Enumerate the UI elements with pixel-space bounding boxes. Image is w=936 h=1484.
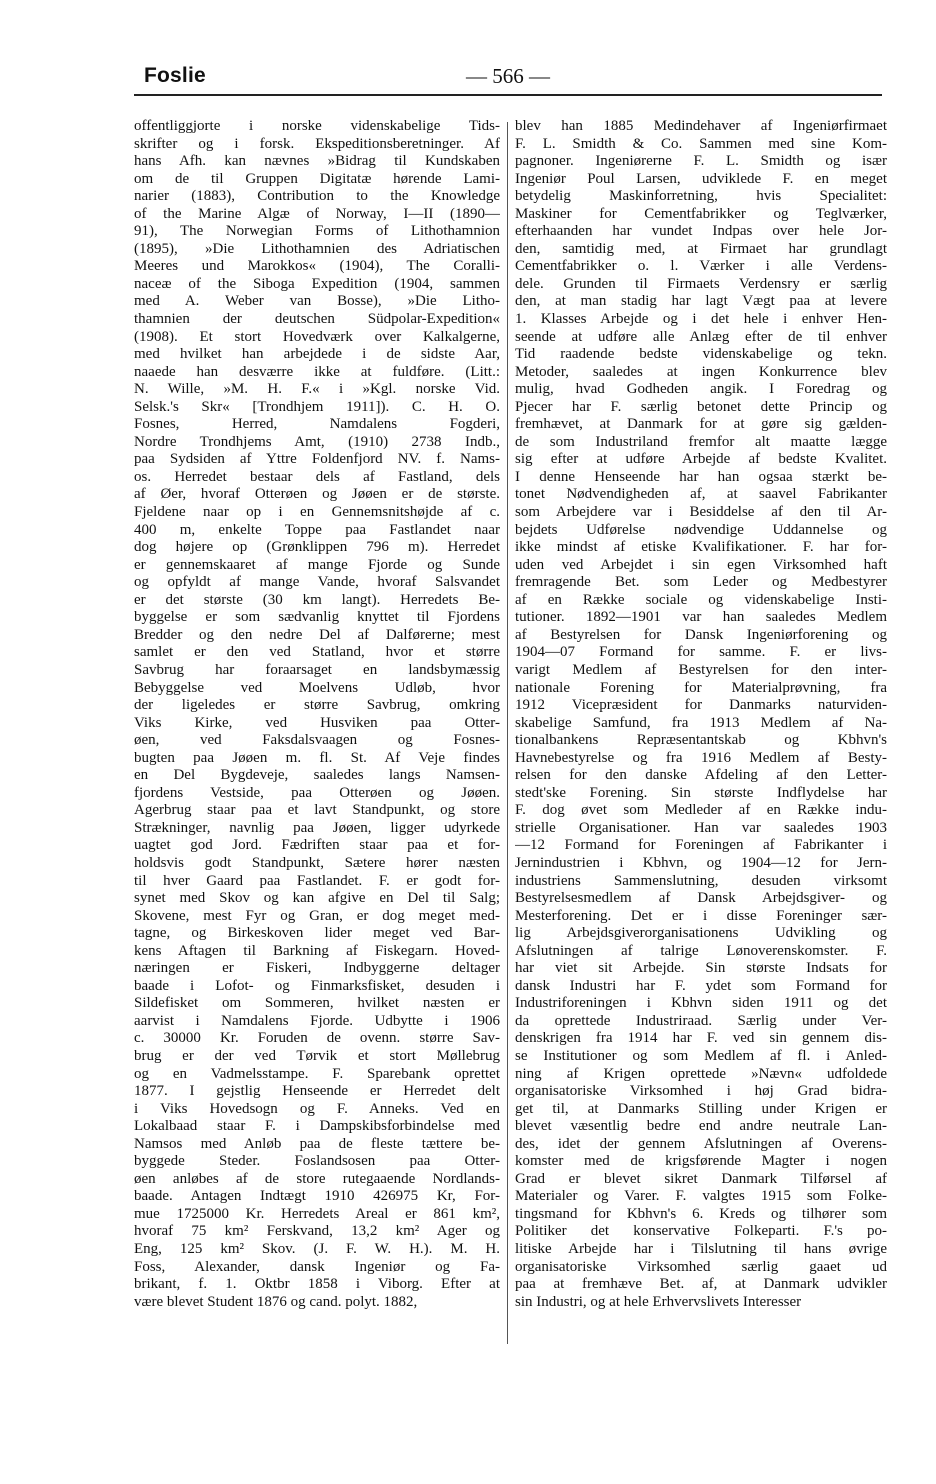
- text-line: baade i Lofot- og Finmarksfisket, desuden i: [134, 977, 500, 994]
- text-line: Industriforeningen i Kbhvn siden 1911 og det: [515, 995, 887, 1012]
- text-line: Savbrug har foraarsaget en landsbymæssig: [134, 661, 500, 678]
- text-line: 1904—07 Formand for samme. F. er livs-: [515, 644, 887, 661]
- text-line: Strækninger, navnlig paa Jøøen, ligger udyrkede: [134, 819, 500, 836]
- text-line: en Del Bygdeveje, saaledes langs Namsen-: [134, 767, 500, 784]
- right-column: [515, 118, 887, 1311]
- text-line: af Øer, hvoraf Otterøen og Jøøen er de største.: [134, 486, 500, 503]
- text-line: strielle Organisationer. Han var saaledes 1903: [515, 819, 887, 836]
- text-line: lig Arbejdsgiverorganisationens Udvikling og: [515, 925, 887, 942]
- text-line: organisatoriske Virksomhed i høj Grad bidra-: [515, 1083, 887, 1100]
- text-line: er det største (30 km langt). Herredets Be-: [134, 591, 500, 608]
- text-line: of the Marine Algæ of Norway, I—II (1890—: [134, 205, 500, 222]
- text-line: Fosnes, Herred, Namdalens Fogderi,: [134, 416, 500, 433]
- text-line: Tid raadende bedste videnskabelige og tekn.: [515, 346, 887, 363]
- text-line: Fjeldene naar op i en Gennemsnitshøjde af c.: [134, 504, 500, 521]
- text-line: den, samtidig med, at Firmaet har grundlagt: [515, 240, 887, 257]
- text-line: denskrigen fra 1914 har F. ved sin gennem dis-: [515, 1030, 887, 1047]
- column-divider: [507, 122, 508, 1344]
- text-line: tionalbankens Repræsentantskab og Kbhvn's: [515, 732, 887, 749]
- text-line: se Institutioner og som Medlem af fl. i Anled-: [515, 1047, 887, 1064]
- text-line: litiske Arbejde har i Tilslutning til hans øvrige: [515, 1241, 887, 1257]
- text-line: os. Herredet bestaar dels af Fastland, dels: [134, 468, 500, 485]
- text-line: dansk Industri har F. ydet som Formand for: [515, 977, 887, 994]
- text-line: baade. Antagen Indtægt 1910 426975 Kr, For-: [134, 1188, 500, 1205]
- text-line: og opfyldt af mange Vande, hvoraf Salsvandet: [134, 574, 500, 591]
- text-line: relsen for den danske Afdeling af den Letter-: [515, 767, 887, 784]
- text-line: organisatoriske Virksomhed særlig gaaet ud: [515, 1258, 887, 1275]
- text-line: tingsmand for Kbhvn's 6. Kreds og tilhører som: [515, 1205, 887, 1222]
- text-line: blev han 1885 Medindehaver af Ingeniørfirmaet: [515, 118, 887, 134]
- text-line: sin Industri, og at hele Erhvervslivets Interesser: [515, 1293, 802, 1310]
- text-line: Materialer og Varer. F. valgtes 1915 som Folke-: [515, 1188, 887, 1205]
- text-line: Ingeniør Poul Larsen, udviklede F. en meget: [515, 170, 887, 187]
- text-line: fremhævet, at Danmark for at gøre sig gælden-: [515, 416, 887, 433]
- text-line: om de til Gruppen Digitatæ hørende Lami-: [134, 170, 500, 187]
- text-line: dog højere op (Grønklippen 796 m). Herredet: [134, 539, 500, 556]
- text-line: bugten paa Jøøen m. fl. St. Af Veje findes: [134, 749, 500, 766]
- text-line: Maskiner for Cementfabrikker og Teglværker,: [515, 205, 887, 222]
- text-line: varigt Medlem af Bestyrelsen for den inter-: [515, 661, 887, 678]
- text-line: 400 m, enkelte Toppe paa Fastlandet naar: [134, 521, 500, 538]
- text-line: 1877. I gejstlig Henseende er Herredet delt: [134, 1083, 500, 1100]
- text-line: ikke mindst af etiske Kvalifikationer. F. har for-: [515, 539, 887, 556]
- text-line: øen, ved Faksdalsvaagen og Fosnes-: [134, 732, 500, 749]
- text-line: hvoraf 75 km² Ferskvand, 13,2 km² Ager og: [134, 1223, 500, 1240]
- page-number: — 566 —: [466, 64, 550, 88]
- text-line: thamnien der deutschen Südpolar-Expedition«: [134, 311, 500, 328]
- text-line: den, at man stadig har lagt Vægt paa at levere: [515, 293, 887, 310]
- text-line: bejdets Udførelse nødvendige Uddannelse og: [515, 521, 887, 538]
- text-line: nationale Forening for Materialprøvning, fra: [515, 679, 887, 696]
- text-line: næringen er Fiskeri, Indbyggerne deltager: [134, 960, 500, 977]
- text-line: byggede Steder. Foslandsosen paa Otter-: [134, 1153, 500, 1170]
- text-line: paa at fremhæve Bet. af, at Danmark udvikler: [515, 1276, 887, 1293]
- text-line: Skovene, mest Fyr og Gran, er dog meget med-: [134, 907, 500, 924]
- text-line: aarvist i Namdalens Fjorde. Udbytte i 1906: [134, 1012, 500, 1029]
- text-line: byggelse er som sædvanlig knyttet til Fjordens: [134, 609, 500, 626]
- text-line: da oprettede Industriraad. Særlig under Ver-: [515, 1012, 887, 1029]
- text-line: F. L. Smidth & Co. Sammen med sine Kom-: [515, 135, 887, 152]
- text-line: c. 30000 Kr. Foruden de ovenn. større Sav-: [134, 1030, 500, 1047]
- text-line: N. Wille, »M. H. F.« i »Kgl. norske Vid.: [134, 381, 500, 398]
- text-line: med hvilket han arbejdede i de sidste Aar,: [134, 346, 500, 363]
- text-line: Agerbrug staar paa et lavt Standpunkt, og store: [134, 802, 500, 819]
- text-line: der ligeledes er større Savbrug, omkring: [134, 697, 500, 714]
- text-line: Mesterforening. Det er i disse Foreninger sær-: [515, 907, 887, 924]
- text-line: kens Aftagen til Barkning af Fiskegarn. Hoved-: [134, 942, 500, 959]
- text-line: synet med Skov og kan afgive en Del til Salg;: [134, 890, 500, 907]
- text-line: industriens Sammenslutning, desuden virksomt: [515, 872, 887, 889]
- text-line: —12 Formand for Foreningen af Fabrikanter i: [515, 837, 887, 854]
- text-line: paa Sydsiden af Yttre Foldenfjord NV. f. Nams-: [134, 451, 500, 468]
- text-line: stedt'ske Forening. Sin største Indflydelse har: [515, 784, 887, 801]
- text-line: dele. Grunden til Firmaets Verdensry er særlig: [515, 275, 887, 292]
- text-line: som Arbejdere var i Besiddelse af den til Ar-: [515, 504, 887, 521]
- text-line: fjordens Vestside, paa Otterøen og Jøøen.: [134, 784, 500, 801]
- text-line: narier (1883), Contribution to the Knowledge: [134, 188, 500, 205]
- text-line: Lokalbaad staar F. i Dampskibsforbindelse med: [134, 1118, 500, 1135]
- text-line: tutioner. 1892—1901 var han saaledes Medlem: [515, 609, 887, 626]
- text-line: ning af Krigen oprettede »Nævn« udfoldede: [515, 1065, 887, 1082]
- text-line: være blevet Student 1876 og cand. polyt. 1882,: [134, 1293, 418, 1310]
- text-line: naceæ of the Siboga Expedition (1904, sammen: [134, 275, 500, 292]
- text-line: tagne, og Birkeskoven lider meget ved Bar-: [134, 925, 500, 942]
- text-line: efterhaanden har vundet Indpas over hele Jor-: [515, 223, 887, 240]
- text-line: des, idet der gennem Afslutningen af Overens-: [515, 1135, 887, 1152]
- text-line: Sildefisket om Sommeren, hvilket næsten er: [134, 995, 500, 1012]
- text-line: og en Vadmelsstampe. F. Sparebank oprettet: [134, 1065, 500, 1082]
- text-line: fremragende Bet. som Leder og Medbestyrer: [515, 574, 887, 591]
- text-line: holdsvis godt Standpunkt, Sætere hører næsten: [134, 854, 500, 871]
- text-line: offentliggjorte i norske videnskabelige Tids-: [134, 118, 500, 134]
- text-line: (1895), »Die Lithothamnien des Adriatischen: [134, 240, 500, 257]
- text-line: 1912 Vicepræsident for Danmarks naturviden-: [515, 697, 887, 714]
- text-line: Foss, Alexander, dansk Ingeniør og Fa-: [134, 1258, 500, 1275]
- text-line: Afslutningen af talrige Lønoverenskomster. F.: [515, 942, 887, 959]
- text-line: Meeres und Marokkos« (1904), The Coralli-: [134, 258, 500, 275]
- text-line: samlet er den ved Statland, hvor et større: [134, 644, 500, 661]
- text-line: skabelige Samfund, fra 1913 Medlem af Na-: [515, 714, 887, 731]
- text-line: uden ved Arbejdet i sin egen Virksomhed haft: [515, 556, 887, 573]
- text-line: I denne Henseende har han ogsaa stærkt be-: [515, 468, 887, 485]
- text-line: Eng, 125 km² Skov. (J. F. W. H.). M. H.: [134, 1241, 500, 1257]
- text-line: Grad er blevet sikret Danmark Tilførsel af: [515, 1170, 887, 1187]
- text-line: i Viks Hovedsogn og F. Anneks. Ved en: [134, 1100, 500, 1117]
- text-line: Havnebestyrelse og fra 1916 Medlem af Besty-: [515, 749, 887, 766]
- text-line: betydelig Maskinforretning, hvis Specialitet:: [515, 188, 887, 205]
- text-line: tonet Nødvendigheden af, at saavel Fabrikanter: [515, 486, 887, 503]
- text-line: Jernindustrien i Kbhvn, og 1904—12 for Jern-: [515, 854, 887, 871]
- text-line: naaede han desværre ikke at fuldføre. (Litt.:: [134, 363, 500, 380]
- text-line: 91), The Norwegian Forms of Lithothamnion: [134, 223, 500, 240]
- text-line: til hver Gaard paa Fastlandet. F. er godt for-: [134, 872, 500, 889]
- text-line: af Bestyrelsen for Dansk Ingeniørforening og: [515, 626, 887, 643]
- text-line: med A. Weber van Bosse), »Die Litho-: [134, 293, 500, 310]
- text-line: komster med de krigsførende Magter i nogen: [515, 1153, 887, 1170]
- text-line: mulig, hvad Godheden angik. I Foredrag og: [515, 381, 887, 398]
- text-line: Metoder, saaledes at ingen Konkurrence blev: [515, 363, 887, 380]
- left-column: [134, 118, 500, 1311]
- text-line: brikant, f. 1. Oktbr 1858 i Viborg. Efter at: [134, 1276, 500, 1293]
- text-line: Namsos med Anløb paa de fleste tættere be-: [134, 1135, 500, 1152]
- text-line: Bebyggelse ved Moelvens Udløb, hvor: [134, 679, 500, 696]
- text-line: 1. Klasses Arbejde og i det hele i enhver Hen-: [515, 311, 887, 328]
- text-line: Bredder og den nedre Del af Dalførerne; mest: [134, 626, 500, 643]
- text-line: blevet væsentlig bedre end andre neutrale Lan-: [515, 1118, 887, 1135]
- text-line: uagtet god Jord. Fædriften staar paa et for-: [134, 837, 500, 854]
- text-line: skrifter og i forsk. Ekspeditionsberetninger. Af: [134, 135, 500, 152]
- text-line: Cementfabrikker o. l. Værker i alle Verdens-: [515, 258, 887, 275]
- text-line: (1908). Et stort Hovedværk over Kalkalgerne,: [134, 328, 500, 345]
- text-line: pagnoner. Ingeniørerne F. L. Smidth og især: [515, 153, 887, 170]
- text-line: mue 1725000 Kr. Herredets Areal er 861 km²,: [134, 1205, 500, 1222]
- text-line: er gennemskaaret af mange Fjorde og Sunde: [134, 556, 500, 573]
- text-line: har viet sit Arbejde. Sin største Indsats for: [515, 960, 887, 977]
- text-line: get til, at Danmarks Stilling under Krigen er: [515, 1100, 887, 1117]
- text-line: øen anløbes af de store rutegaaende Nordlands-: [134, 1170, 500, 1187]
- text-line: F. dog øvet som Medleder af en Række indu-: [515, 802, 887, 819]
- text-line: de som Industriland fremfor alt maatte lægge: [515, 433, 887, 450]
- header-rule: [134, 94, 882, 96]
- text-line: Viks Kirke, ved Husviken paa Otter-: [134, 714, 500, 731]
- text-line: Bestyrelsesmedlem af Dansk Arbejdsgiver- og: [515, 890, 887, 907]
- text-line: af en Række sociale og videnskabelige Insti-: [515, 591, 887, 608]
- text-line: seende at udføre alle Anlæg efter de til enhver: [515, 328, 887, 345]
- running-head: Foslie: [144, 64, 206, 87]
- text-line: Nordre Trondhjems Amt, (1910) 2738 Indb.,: [134, 433, 500, 450]
- text-line: brug er der ved Tørvik et stort Møllebrug: [134, 1047, 500, 1064]
- text-line: sig efter at udføre Arbejde af bedste Kvalitet.: [515, 451, 887, 468]
- text-line: Politiker det konservative Folkeparti. F.'s po-: [515, 1223, 887, 1240]
- text-line: hans Afh. kan nævnes »Bidrag til Kundskaben: [134, 153, 500, 170]
- text-line: Pjecer har F. særlig betonet dette Princip og: [515, 398, 887, 415]
- text-line: Selsk.'s Skr« [Trondhjem 1911]). C. H. O.: [134, 398, 500, 415]
